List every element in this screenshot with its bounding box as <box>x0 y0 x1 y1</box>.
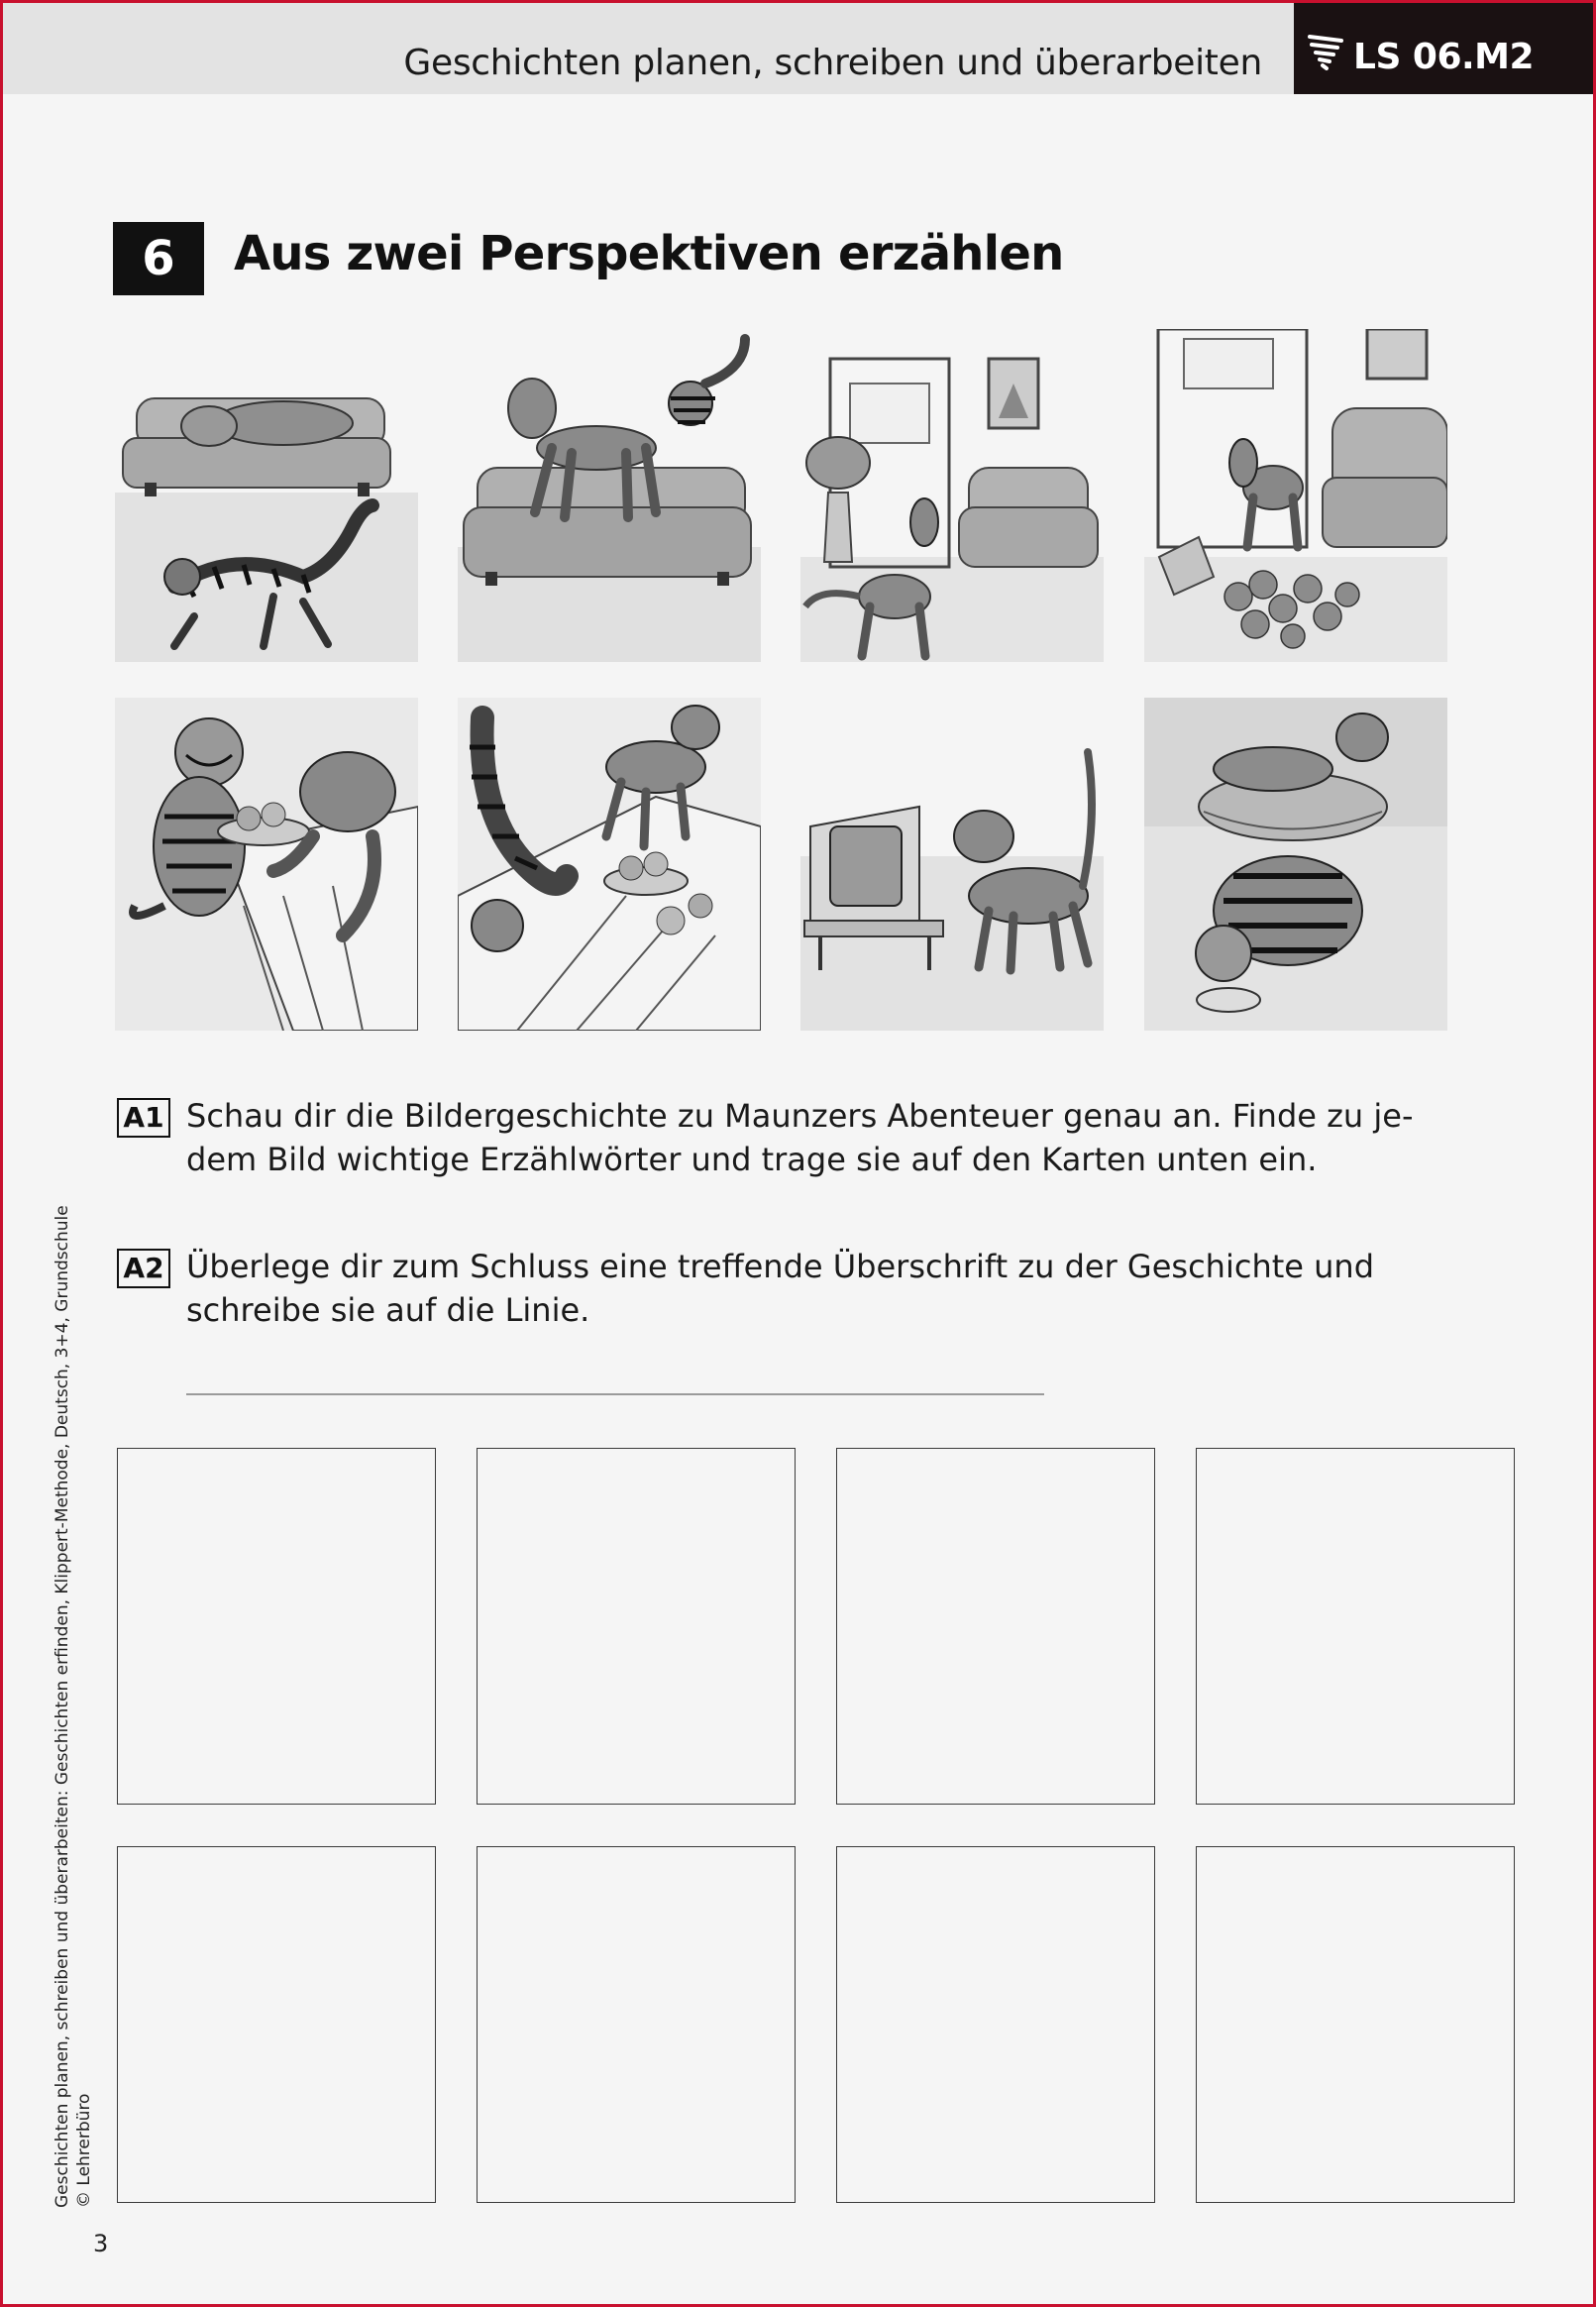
material-badge <box>1294 3 1593 94</box>
word-card-1[interactable] <box>117 1448 436 1805</box>
task-a2-line-1: Überlege dir zum Schluss eine treffende Überschrift zu der Geschichte und <box>186 1248 1374 1285</box>
dog-and-cat-on-cabinet-with-fruit-icon <box>458 698 761 1031</box>
task-a1-line-1: Schau dir die Bildergeschichte zu Maunzers Abenteuer genau an. Finde zu je- <box>186 1097 1414 1135</box>
story-panel-6 <box>458 698 761 1031</box>
story-panel-3 <box>800 329 1104 662</box>
story-panel-7 <box>800 698 1104 1031</box>
word-card-2[interactable] <box>477 1448 796 1805</box>
tornado-icon <box>1308 33 1343 72</box>
task-a2-line-2: schreibe sie auf die Linie. <box>186 1291 590 1329</box>
story-panel-8 <box>1144 698 1447 1031</box>
word-card-6[interactable] <box>477 1846 796 2203</box>
dog-sleeping-on-sofa-cat-sneaking-icon <box>115 329 418 662</box>
side-credit-line-2: © Lehrerbüro <box>74 2093 94 2208</box>
story-panel-1 <box>115 329 418 662</box>
dog-and-cat-on-sofa-icon <box>458 329 761 662</box>
word-card-5[interactable] <box>117 1846 436 2203</box>
word-card-7[interactable] <box>836 1846 1155 2203</box>
task-label-a1: A1 <box>117 1098 170 1138</box>
task-label-a2: A2 <box>117 1249 170 1288</box>
story-panel-2 <box>458 329 761 662</box>
task-text-a1 <box>186 1094 1454 1181</box>
story-panel-4 <box>1144 329 1447 662</box>
section-title: Aus zwei Perspektiven erzählen <box>234 226 1064 281</box>
story-panel-5 <box>115 698 418 1031</box>
header-bar <box>3 3 1294 94</box>
cat-smiling-dog-at-fruit-bowl-icon <box>115 698 418 1031</box>
side-credit <box>52 1205 95 2208</box>
task-a1-line-2: dem Bild wichtige Erzählwörter und trage sie auf den Karten unten ein. <box>186 1141 1318 1178</box>
word-card-4[interactable] <box>1196 1448 1515 1805</box>
dog-in-basket-cat-eating-icon <box>1144 698 1447 1031</box>
header-title: Geschichten planen, schreiben und überarbeiten <box>403 43 1262 83</box>
word-card-8[interactable] <box>1196 1846 1515 2203</box>
word-card-3[interactable] <box>836 1448 1155 1805</box>
section-number: 6 <box>113 222 204 295</box>
side-credit-line-1: Geschichten planen, schreiben und überarbeiten: Geschichten erfinden, Klippert-Methode, Deutsch, 3+4, Grundschule <box>53 1205 72 2208</box>
title-writing-line[interactable] <box>186 1393 1044 1395</box>
dog-at-television-icon <box>800 698 1104 1031</box>
page-number: 3 <box>93 2230 109 2257</box>
task-text-a2 <box>186 1245 1454 1332</box>
cat-and-dog-by-flower-vase-icon <box>800 329 1104 662</box>
dog-next-to-broken-vase-icon <box>1144 329 1447 662</box>
badge-code: LS 06.M2 <box>1353 37 1535 77</box>
